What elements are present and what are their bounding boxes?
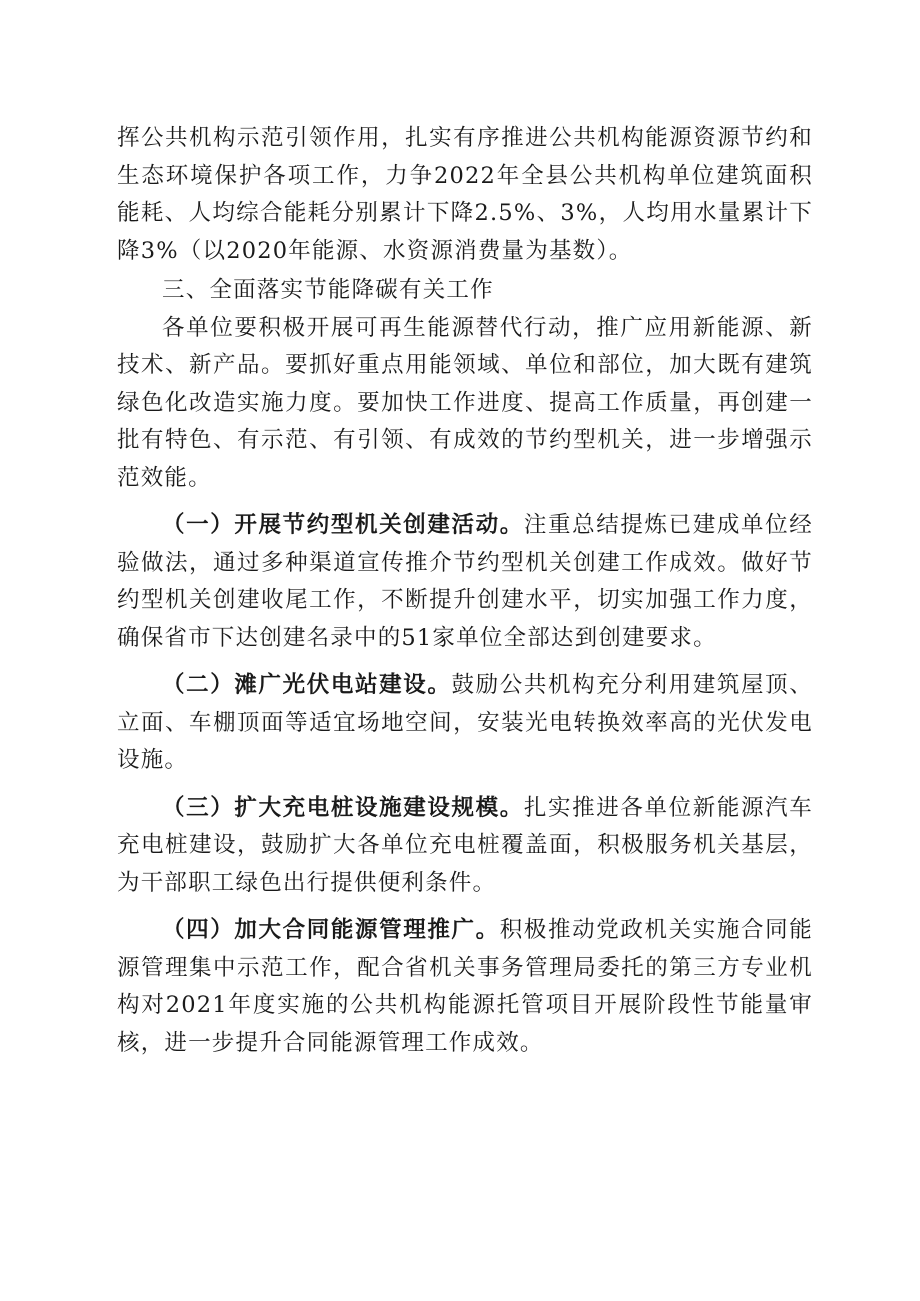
item-1-body: 注重总结提炼已建成单位经验做法，通过多种渠道宣传推介节约型机关创建工作成效。做好节约型机关创建收尾工作，不断提升创建水平，切实加强工作力度，确保省市下达创建名录中的51家单位全部达到创建要求。 [117,512,813,651]
item-4-paragraph [117,912,813,1062]
spacer [117,497,813,507]
spacer [117,657,813,667]
section-three-paragraph: 各单位要积极开展可再生能源替代行动，推广应用新能源、新技术、新产品。要抓好重点用能领域、单位和部位，加大既有建筑绿色化改造实施力度。要加快工作进度、提高工作质量，再创建一批有特色、有示范、有引领、有成效的节约型机关，进一步增强示范效能。 [117,314,813,491]
item-2-paragraph [117,667,813,780]
continued-paragraph: 挥公共机构示范引领作用，扎实有序推进公共机构能源资源节约和生态环境保护各项工作，力争2022年全县公共机构单位建筑面积能耗、人均综合能耗分别累计下降2.5%、3%，人均用水量累计下降3%（以2020年能源、水资源消费量为基数）。 [117,125,813,264]
spacer [117,780,813,790]
item-1-paragraph [117,507,813,657]
item-3-body: 扎实推进各单位新能源汽车充电桩建设，鼓励扩大各单位充电桩覆盖面，积极服务机关基层，为干部职工绿色出行提供便利条件。 [117,794,813,896]
document-body [117,120,813,1062]
section-three-heading: 三、全面落实节能降碳有关工作 [162,277,494,303]
item-2-heading: （二）滩广光伏电站建设。 [162,672,452,698]
item-4-body: 积极推动党政机关实施合同能源管理集中示范工作，配合省机关事务管理局委托的第三方专业机构对2021年度实施的公共机构能源托管项目开展阶段性节能量审核，进一步提升合同能源管理工作成效。 [117,917,813,1056]
item-3-paragraph [117,790,813,903]
item-4-heading: （四）加大合同能源管理推广。 [162,917,500,943]
item-3-heading: （三）扩大充电桩设施建设规模。 [162,794,524,821]
item-2-body: 鼓励公共机构充分利用建筑屋顶、立面、车棚顶面等适宜场地空间，安装光电转换效率高的光伏发电设施。 [117,672,813,773]
item-1-heading: （一）开展节约型机关创建活动。 [162,512,524,538]
spacer [117,902,813,912]
